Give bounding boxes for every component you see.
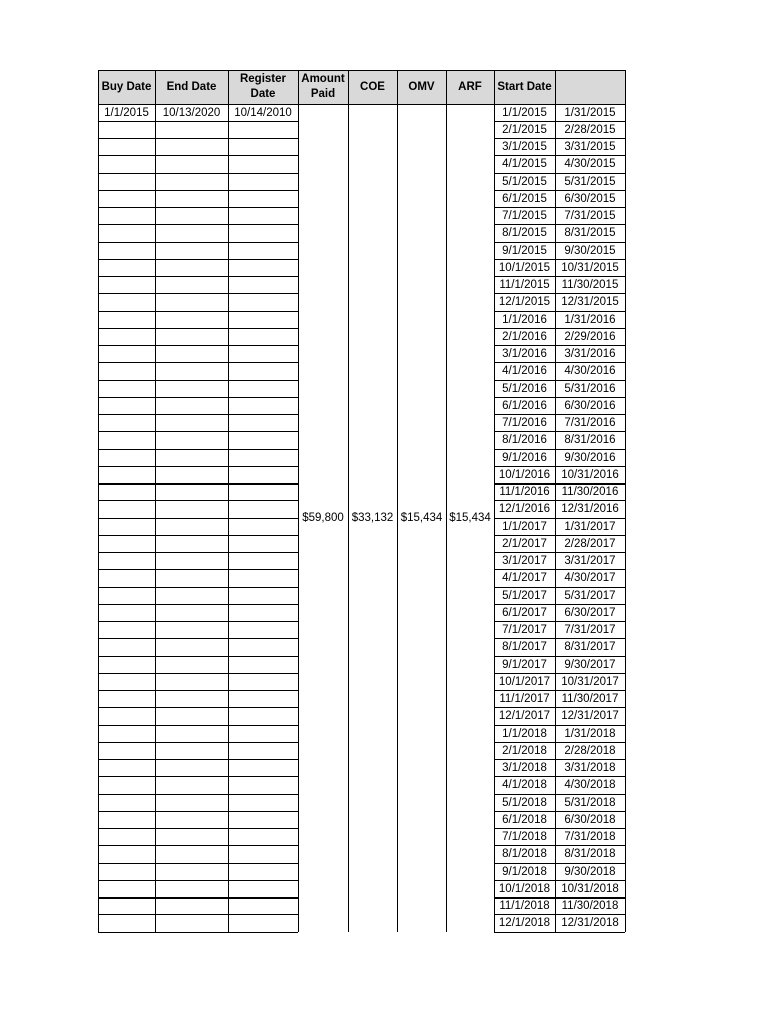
- header-start-date: Start Date: [494, 70, 555, 104]
- grid-line-horizontal: [494, 138, 625, 139]
- start-date-cell: 2/1/2017: [502, 537, 547, 550]
- grid-line-horizontal: [98, 811, 298, 812]
- start-date-cell: 10/1/2015: [498, 261, 551, 274]
- start-date-cell: 1/1/2015: [502, 106, 547, 119]
- end-of-month-cell: 3/31/2016: [564, 348, 616, 361]
- start-date-cell: 3/1/2017: [502, 555, 547, 568]
- grid-line-horizontal: [98, 276, 298, 277]
- grid-line-horizontal: [494, 500, 625, 501]
- grid-line-horizontal: [98, 638, 298, 639]
- end-of-month-cell: 9/30/2015: [564, 244, 616, 257]
- end-of-month-cell: 7/31/2018: [564, 831, 616, 844]
- grid-line-horizontal: [494, 466, 625, 467]
- end-of-month-cell: 2/29/2016: [564, 330, 616, 343]
- start-date-cell: 5/1/2016: [502, 382, 547, 395]
- grid-line-horizontal: [98, 673, 298, 674]
- grid-line-horizontal: [98, 863, 298, 864]
- start-date-cell: 7/1/2016: [502, 417, 547, 430]
- grid-line-horizontal: [98, 880, 298, 881]
- grid-line-horizontal: [98, 707, 298, 708]
- end-of-month-cell: 12/31/2017: [561, 710, 619, 723]
- grid-line-horizontal: [494, 587, 625, 588]
- start-date-cell: 8/1/2017: [502, 641, 547, 654]
- grid-line-horizontal: [98, 742, 298, 743]
- grid-line-horizontal: [98, 845, 298, 846]
- end-of-month-cell: 4/30/2015: [564, 158, 616, 171]
- header-buy-date: Buy Date: [98, 70, 155, 104]
- grid-line-vertical: [155, 70, 156, 932]
- end-of-month-cell: 11/30/2017: [561, 693, 619, 706]
- grid-line-horizontal: [494, 863, 625, 864]
- header-register-date: Register Date: [228, 70, 298, 104]
- header-coe: COE: [348, 70, 397, 104]
- end-of-month-cell: 9/30/2016: [564, 451, 616, 464]
- start-date-cell: 12/1/2017: [498, 710, 551, 723]
- grid-line-horizontal: [98, 155, 298, 156]
- end-of-month-cell: 7/31/2016: [564, 417, 616, 430]
- grid-line-horizontal: [98, 828, 298, 829]
- start-date-cell: 3/1/2016: [502, 348, 547, 361]
- grid-line-horizontal: [98, 70, 625, 71]
- grid-line-horizontal: [494, 690, 625, 691]
- end-of-month-cell: 6/30/2018: [564, 813, 616, 826]
- start-date-cell: 5/1/2015: [502, 175, 547, 188]
- end-of-month-cell: 8/31/2015: [564, 227, 616, 240]
- end-of-month-cell: 4/30/2016: [564, 365, 616, 378]
- grid-line-horizontal: [494, 449, 625, 450]
- grid-line-vertical: [494, 70, 495, 932]
- grid-line-horizontal: [98, 121, 298, 122]
- start-date-cell: 2/1/2018: [502, 744, 547, 757]
- grid-line-horizontal: [98, 259, 298, 260]
- end-of-month-cell: 3/31/2017: [564, 555, 616, 568]
- start-date-cell: 12/1/2018: [498, 917, 551, 930]
- end-of-month-cell: 9/30/2018: [564, 865, 616, 878]
- grid-line-horizontal: [98, 397, 298, 398]
- start-date-cell: 9/1/2016: [502, 451, 547, 464]
- grid-line-horizontal: [98, 932, 298, 933]
- start-date-cell: 9/1/2018: [502, 865, 547, 878]
- end-of-month-cell: 12/31/2015: [561, 296, 619, 309]
- grid-line-horizontal: [98, 500, 298, 501]
- grid-line-vertical: [625, 70, 626, 932]
- grid-line-horizontal: [494, 776, 625, 777]
- grid-line-horizontal: [98, 604, 298, 605]
- grid-line-horizontal: [494, 880, 625, 881]
- end-of-month-cell: 1/31/2018: [564, 727, 616, 740]
- end-of-month-cell: 11/30/2015: [561, 279, 619, 292]
- end-of-month-cell: 6/30/2017: [564, 606, 616, 619]
- grid-line-horizontal: [494, 224, 625, 225]
- grid-line-horizontal: [98, 483, 298, 485]
- grid-line-horizontal: [494, 638, 625, 639]
- start-date-cell: 6/1/2017: [502, 606, 547, 619]
- grid-line-horizontal: [98, 414, 298, 415]
- end-of-month-cell: 12/31/2016: [561, 503, 619, 516]
- end-of-month-cell: 4/30/2018: [564, 779, 616, 792]
- grid-line-horizontal: [98, 725, 298, 726]
- grid-line-horizontal: [494, 794, 625, 795]
- end-of-month-cell: 12/31/2018: [561, 917, 619, 930]
- grid-line-horizontal: [98, 897, 298, 899]
- grid-line-horizontal: [98, 431, 298, 432]
- start-date-cell: 10/1/2018: [498, 882, 551, 895]
- grid-line-horizontal: [98, 328, 298, 329]
- end-of-month-cell: 10/31/2016: [561, 468, 619, 481]
- end-of-month-cell: 3/31/2018: [564, 762, 616, 775]
- end-date-cell: 10/13/2020: [162, 106, 221, 119]
- grid-line-horizontal: [494, 535, 625, 536]
- header-omv: OMV: [397, 70, 446, 104]
- start-date-cell: 7/1/2017: [502, 624, 547, 637]
- grid-line-horizontal: [494, 259, 625, 260]
- grid-line-horizontal: [98, 190, 298, 191]
- start-date-cell: 6/1/2018: [502, 813, 547, 826]
- grid-line-horizontal: [494, 759, 625, 760]
- grid-line-horizontal: [98, 380, 298, 381]
- grid-line-horizontal: [98, 345, 298, 346]
- start-date-cell: 1/1/2018: [502, 727, 547, 740]
- register-date-cell: 10/14/2010: [234, 106, 292, 119]
- start-date-cell: 7/1/2018: [502, 831, 547, 844]
- grid-line-horizontal: [98, 173, 298, 174]
- end-of-month-cell: 5/31/2015: [564, 175, 616, 188]
- end-of-month-cell: 10/31/2018: [561, 882, 619, 895]
- end-of-month-cell: 8/31/2017: [564, 641, 616, 654]
- end-of-month-cell: 7/31/2017: [564, 624, 616, 637]
- grid-line-horizontal: [98, 776, 298, 777]
- start-date-cell: 11/1/2015: [499, 279, 550, 292]
- end-of-month-cell: 6/30/2015: [564, 192, 616, 205]
- end-of-month-cell: 8/31/2016: [564, 434, 616, 447]
- coe-cell: $33,132: [351, 512, 394, 524]
- grid-line-horizontal: [98, 587, 298, 588]
- grid-line-horizontal: [98, 224, 298, 225]
- end-of-month-cell: 11/30/2018: [561, 900, 619, 913]
- header-arf: ARF: [446, 70, 494, 104]
- end-of-month-cell: 10/31/2017: [561, 675, 619, 688]
- grid-line-vertical: [348, 70, 349, 932]
- grid-line-vertical: [397, 70, 398, 932]
- grid-line-horizontal: [494, 811, 625, 812]
- header-end-date: End Date: [155, 70, 228, 104]
- end-of-month-cell: 1/31/2015: [564, 106, 616, 119]
- start-date-cell: 4/1/2018: [502, 779, 547, 792]
- grid-line-horizontal: [494, 190, 625, 191]
- start-date-cell: 11/1/2018: [499, 900, 550, 913]
- grid-line-horizontal: [494, 431, 625, 432]
- grid-line-horizontal: [98, 104, 625, 105]
- grid-line-horizontal: [494, 293, 625, 294]
- grid-line-horizontal: [494, 518, 625, 519]
- start-date-cell: 2/1/2015: [502, 123, 547, 136]
- grid-line-horizontal: [98, 690, 298, 691]
- start-date-cell: 9/1/2017: [502, 658, 547, 671]
- start-date-cell: 6/1/2016: [502, 399, 547, 412]
- grid-line-vertical: [228, 70, 229, 932]
- grid-line-horizontal: [494, 742, 625, 743]
- grid-line-horizontal: [494, 173, 625, 174]
- grid-line-horizontal: [494, 552, 625, 553]
- end-of-month-cell: 11/30/2016: [561, 486, 619, 499]
- start-date-cell: 12/1/2016: [498, 503, 551, 516]
- spreadsheet-table: [98, 70, 625, 932]
- start-date-cell: 5/1/2017: [502, 589, 547, 602]
- start-date-cell: 4/1/2016: [502, 365, 547, 378]
- end-of-month-cell: 2/28/2017: [564, 537, 616, 550]
- grid-line-horizontal: [494, 345, 625, 346]
- grid-line-horizontal: [494, 897, 625, 899]
- grid-line-horizontal: [98, 914, 298, 915]
- grid-line-horizontal: [494, 328, 625, 329]
- end-of-month-cell: 10/31/2015: [561, 261, 619, 274]
- start-date-cell: 12/1/2015: [498, 296, 551, 309]
- grid-line-horizontal: [98, 552, 298, 553]
- grid-line-horizontal: [494, 483, 625, 485]
- end-of-month-cell: 9/30/2017: [564, 658, 616, 671]
- grid-line-horizontal: [98, 207, 298, 208]
- arf-cell: $15,434: [449, 512, 491, 524]
- start-date-cell: 10/1/2017: [498, 675, 551, 688]
- grid-line-horizontal: [98, 569, 298, 570]
- grid-line-horizontal: [494, 276, 625, 277]
- grid-line-horizontal: [98, 759, 298, 760]
- grid-line-vertical: [298, 70, 299, 932]
- grid-line-horizontal: [494, 725, 625, 726]
- grid-line-horizontal: [494, 932, 625, 933]
- grid-line-horizontal: [494, 155, 625, 156]
- end-of-month-cell: 2/28/2015: [564, 123, 616, 136]
- amount-paid-cell: $59,800: [302, 512, 344, 524]
- end-of-month-cell: 5/31/2018: [564, 796, 616, 809]
- start-date-cell: 11/1/2016: [499, 486, 550, 499]
- grid-line-horizontal: [98, 794, 298, 795]
- grid-line-vertical: [446, 70, 447, 932]
- start-date-cell: 8/1/2018: [502, 848, 547, 861]
- grid-line-horizontal: [98, 242, 298, 243]
- start-date-cell: 1/1/2017: [502, 520, 547, 533]
- grid-line-horizontal: [494, 914, 625, 915]
- end-of-month-cell: 7/31/2015: [564, 210, 616, 223]
- start-date-cell: 4/1/2017: [502, 572, 547, 585]
- end-of-month-cell: 6/30/2016: [564, 399, 616, 412]
- grid-line-horizontal: [98, 518, 298, 519]
- grid-line-horizontal: [494, 242, 625, 243]
- end-of-month-cell: 5/31/2017: [564, 589, 616, 602]
- end-of-month-cell: 3/31/2015: [564, 141, 616, 154]
- start-date-cell: 3/1/2015: [502, 141, 547, 154]
- grid-line-horizontal: [98, 293, 298, 294]
- start-date-cell: 7/1/2015: [502, 210, 547, 223]
- grid-line-horizontal: [98, 621, 298, 622]
- start-date-cell: 8/1/2016: [502, 434, 547, 447]
- grid-line-horizontal: [98, 311, 298, 312]
- grid-line-horizontal: [494, 845, 625, 846]
- end-of-month-cell: 5/31/2016: [564, 382, 616, 395]
- start-date-cell: 9/1/2015: [502, 244, 547, 257]
- grid-line-horizontal: [98, 466, 298, 467]
- grid-line-horizontal: [494, 397, 625, 398]
- grid-line-horizontal: [494, 121, 625, 122]
- grid-line-horizontal: [494, 707, 625, 708]
- grid-line-horizontal: [98, 449, 298, 450]
- end-of-month-cell: 4/30/2017: [564, 572, 616, 585]
- grid-line-horizontal: [98, 138, 298, 139]
- end-of-month-cell: 2/28/2018: [564, 744, 616, 757]
- grid-line-horizontal: [98, 656, 298, 657]
- grid-line-horizontal: [494, 604, 625, 605]
- grid-line-horizontal: [494, 621, 625, 622]
- start-date-cell: 10/1/2016: [498, 468, 551, 481]
- header-end-column: [555, 70, 625, 104]
- start-date-cell: 4/1/2015: [502, 158, 547, 171]
- omv-cell: $15,434: [400, 512, 443, 524]
- grid-line-horizontal: [494, 362, 625, 363]
- grid-line-horizontal: [494, 656, 625, 657]
- start-date-cell: 3/1/2018: [502, 762, 547, 775]
- grid-line-horizontal: [98, 362, 298, 363]
- grid-line-horizontal: [98, 535, 298, 536]
- start-date-cell: 6/1/2015: [502, 192, 547, 205]
- start-date-cell: 5/1/2018: [502, 796, 547, 809]
- header-amount-paid: Amount Paid: [298, 70, 348, 104]
- start-date-cell: 1/1/2016: [502, 313, 547, 326]
- grid-line-horizontal: [494, 380, 625, 381]
- start-date-cell: 11/1/2017: [499, 693, 550, 706]
- start-date-cell: 8/1/2015: [502, 227, 547, 240]
- grid-line-vertical: [555, 70, 556, 932]
- grid-line-horizontal: [494, 569, 625, 570]
- end-of-month-cell: 1/31/2017: [564, 520, 616, 533]
- grid-line-horizontal: [494, 828, 625, 829]
- grid-line-vertical: [98, 70, 99, 932]
- grid-line-horizontal: [494, 414, 625, 415]
- grid-line-horizontal: [494, 673, 625, 674]
- end-of-month-cell: 8/31/2018: [564, 848, 616, 861]
- grid-line-horizontal: [494, 207, 625, 208]
- end-of-month-cell: 1/31/2016: [564, 313, 616, 326]
- grid-line-horizontal: [494, 311, 625, 312]
- start-date-cell: 2/1/2016: [502, 330, 547, 343]
- buy-date-cell: 1/1/2015: [104, 106, 149, 119]
